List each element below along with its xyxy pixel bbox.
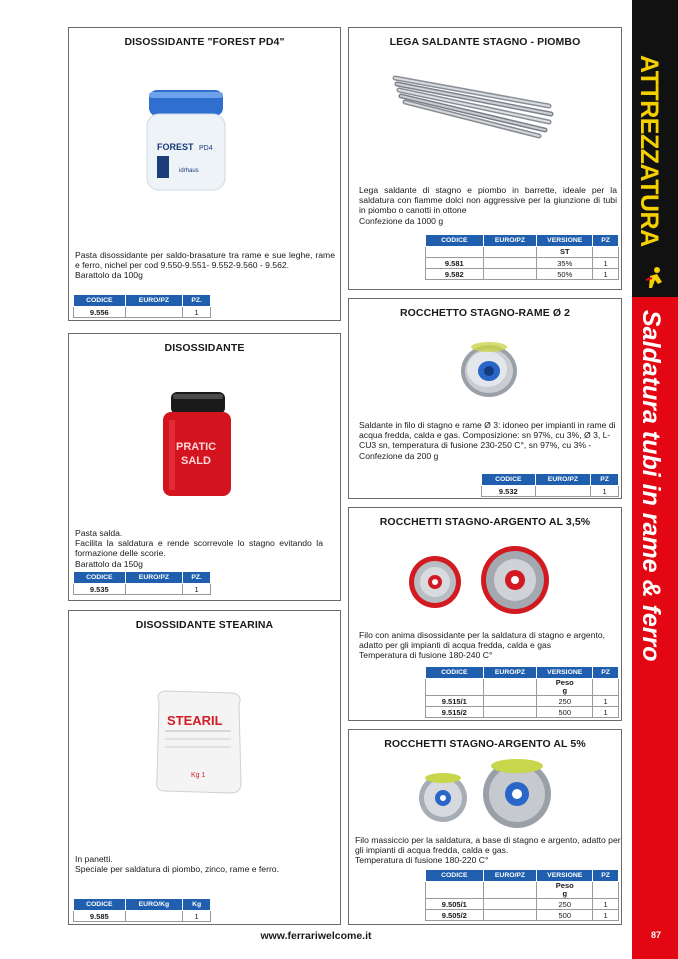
table-row xyxy=(482,486,619,497)
jar-label-line1: PRATIC xyxy=(176,441,217,453)
product-card-argento-35 xyxy=(348,507,622,721)
table-cell: 9.535 xyxy=(74,584,126,595)
product-card-rocchetto-rame xyxy=(348,298,622,499)
table-header-cell: EURO/PZ xyxy=(535,474,591,486)
table-cell: 50% xyxy=(537,269,593,280)
price-table xyxy=(73,898,211,922)
table-cell: 1 xyxy=(593,899,619,910)
price-table xyxy=(425,666,619,718)
table-cell: 35% xyxy=(537,258,593,269)
table-header-cell: Kg xyxy=(183,899,211,911)
table-cell: 1 xyxy=(183,584,211,595)
table-header-cell: CODICE xyxy=(426,667,484,679)
table-cell xyxy=(593,247,619,258)
jar-small-text: idrhaus xyxy=(179,168,199,174)
table-cell: 1 xyxy=(593,269,619,280)
table-cell xyxy=(535,486,591,497)
table-cell: 9.515/2 xyxy=(426,707,484,718)
table-cell xyxy=(483,707,537,718)
table-cell xyxy=(426,882,484,899)
product-title: ROCCHETTI STAGNO-ARGENTO AL 3,5% xyxy=(379,516,591,528)
table-cell xyxy=(483,269,537,280)
table-cell xyxy=(125,911,183,922)
table-header-cell: PZ xyxy=(593,870,619,882)
solder-spools-image xyxy=(415,754,565,834)
pratic-sald-jar-image xyxy=(161,390,233,498)
table-header-cell: VERSIONE xyxy=(537,870,593,882)
product-description: Filo massiccio per la saldatura, a base di stagno e argento, adatto per gli impianti di acqua fredda, calda e gas. Temperatura di fusione 180-220 C° xyxy=(355,835,621,866)
table-header-cell: CODICE xyxy=(74,899,126,911)
page-number: 87 xyxy=(650,930,661,940)
jar-model-text: PD4 xyxy=(199,145,213,152)
table-cell: Peso g xyxy=(537,882,593,899)
product-description: Lega saldante di stagno e piombo in barrette, ideale per la saldatura con fiamme dolci non aggressive per la giunzione di tubi in piombo o canotti in ottone Confezione da 1000 g xyxy=(359,185,617,226)
table-row xyxy=(74,911,211,922)
table-cell: 1 xyxy=(183,307,211,318)
table-header-cell: CODICE xyxy=(426,235,484,247)
table-cell: 9.556 xyxy=(74,307,126,318)
table-cell: 250 xyxy=(537,696,593,707)
product-description: Filo con anima disossidante per la saldatura di stagno e argento, adatto per gli impianti di acqua fredda, calda e gas Temperatura di fusione 180-240 C° xyxy=(359,630,606,661)
product-description: In panetti. Speciale per saldatura di piombo, zinco, rame e ferro. xyxy=(75,854,279,875)
table-cell xyxy=(483,910,537,921)
product-title: ROCCHETTI STAGNO-ARGENTO AL 5% xyxy=(384,738,586,750)
table-row xyxy=(74,307,211,318)
solder-spool-image xyxy=(455,339,523,403)
table-header-cell: EURO/PZ xyxy=(483,667,537,679)
table-cell xyxy=(593,679,619,696)
jar-brand-text: FOREST xyxy=(157,142,194,152)
table-cell: 1 xyxy=(593,696,619,707)
jar-label-line2: SALD xyxy=(181,455,211,467)
table-header-cell: VERSIONE xyxy=(537,235,593,247)
table-cell xyxy=(483,679,537,696)
table-cell: 500 xyxy=(537,910,593,921)
table-cell: Peso g xyxy=(537,679,593,696)
table-header-cell: PZ. xyxy=(183,295,211,307)
product-title: DISOSSIDANTE "FOREST PD4" xyxy=(124,36,285,48)
table-header-cell: PZ xyxy=(593,667,619,679)
table-cell xyxy=(125,307,183,318)
price-table xyxy=(73,571,211,595)
table-row xyxy=(426,899,619,910)
table-header-cell: PZ xyxy=(591,474,619,486)
sidebar-subsection-title: Saldatura tubi in rame & ferro xyxy=(637,310,665,662)
table-cell: 1 xyxy=(593,258,619,269)
bag-label-text: STEARIL xyxy=(167,713,223,728)
table-header-cell: EURO/PZ xyxy=(483,235,537,247)
table-row xyxy=(426,696,619,707)
table-header-cell: PZ. xyxy=(183,572,211,584)
table-cell: 9.505/2 xyxy=(426,910,484,921)
table-cell: 1 xyxy=(591,486,619,497)
table-cell: 250 xyxy=(537,899,593,910)
table-header-cell: EURO/PZ xyxy=(125,572,183,584)
price-table xyxy=(481,473,619,497)
table-cell: 9.532 xyxy=(482,486,536,497)
table-cell: 9.582 xyxy=(426,269,484,280)
stearil-bag-image xyxy=(151,687,247,797)
welder-icon xyxy=(640,262,670,292)
table-row xyxy=(74,584,211,595)
table-cell xyxy=(125,584,183,595)
product-card-disossidante xyxy=(68,333,341,601)
table-cell: 1 xyxy=(593,910,619,921)
table-cell: 9.515/1 xyxy=(426,696,484,707)
table-header-cell: EURO/PZ xyxy=(125,295,183,307)
table-cell: 9.581 xyxy=(426,258,484,269)
table-row xyxy=(426,269,619,280)
table-row xyxy=(426,910,619,921)
table-cell xyxy=(483,882,537,899)
solder-spools-image xyxy=(405,540,555,620)
product-title: LEGA SALDANTE STAGNO - PIOMBO xyxy=(389,36,581,48)
price-table xyxy=(425,869,619,921)
table-cell xyxy=(426,679,484,696)
product-description: Pasta salda. Facilita la saldatura e rende scorrevole lo stagno evitando la formazione delle scorie. Barattolo da 150g xyxy=(75,528,323,569)
table-row xyxy=(426,258,619,269)
product-description: Saldante in filo di stagno e rame Ø 3: idoneo per impianti in rame di acqua fredda, calda e gas. Composizione: sn 97%, cu 3%, Ø 3, L-CU3 sn, temperatura di fusione 230-250 C°, sn 97%, cu 3% - Confezione da 200 g xyxy=(359,420,616,461)
table-header-cell: CODICE xyxy=(482,474,536,486)
table-header-cell: CODICE xyxy=(426,870,484,882)
solder-bars-image xyxy=(389,66,559,146)
table-header-cell: VERSIONE xyxy=(537,667,593,679)
table-cell: 9.505/1 xyxy=(426,899,484,910)
table-cell: 9.585 xyxy=(74,911,126,922)
product-description: Pasta disossidante per saldo-brasature tra rame e sue leghe, rame e ferro, nichel per cod 9.550-9.551- 9.552-9.560 - 9.562. Barattolo da 100g xyxy=(75,250,335,281)
table-header-cell: EURO/PZ xyxy=(483,870,537,882)
table-cell xyxy=(426,247,484,258)
table-cell xyxy=(483,247,537,258)
product-title: ROCCHETTO STAGNO-RAME Ø 2 xyxy=(399,307,571,319)
table-row xyxy=(426,707,619,718)
table-cell xyxy=(483,258,537,269)
product-title: DISOSSIDANTE xyxy=(164,342,245,354)
table-cell xyxy=(483,899,537,910)
footer-website-link[interactable]: www.ferrariwelcome.it xyxy=(260,930,372,942)
table-cell xyxy=(593,882,619,899)
table-cell: 1 xyxy=(593,707,619,718)
table-header-cell: CODICE xyxy=(74,295,126,307)
product-title: DISOSSIDANTE STEARINA xyxy=(135,619,274,631)
price-table xyxy=(73,294,211,318)
forest-jar-image xyxy=(143,86,229,194)
table-header-cell: CODICE xyxy=(74,572,126,584)
product-card-argento-5 xyxy=(348,729,622,925)
bag-weight-text: Kg 1 xyxy=(191,772,206,779)
product-card-stearina xyxy=(68,610,341,925)
table-cell: 1 xyxy=(183,911,211,922)
table-header-cell: PZ xyxy=(593,235,619,247)
product-card-forest-pd4 xyxy=(68,27,341,321)
sidebar-section-title: ATTREZZATURA xyxy=(635,55,663,247)
table-cell xyxy=(483,696,537,707)
price-table xyxy=(425,234,619,280)
table-cell: 500 xyxy=(537,707,593,718)
table-header-cell: EURO/Kg xyxy=(125,899,183,911)
table-cell: ST xyxy=(537,247,593,258)
product-card-lega-saldante xyxy=(348,27,622,290)
